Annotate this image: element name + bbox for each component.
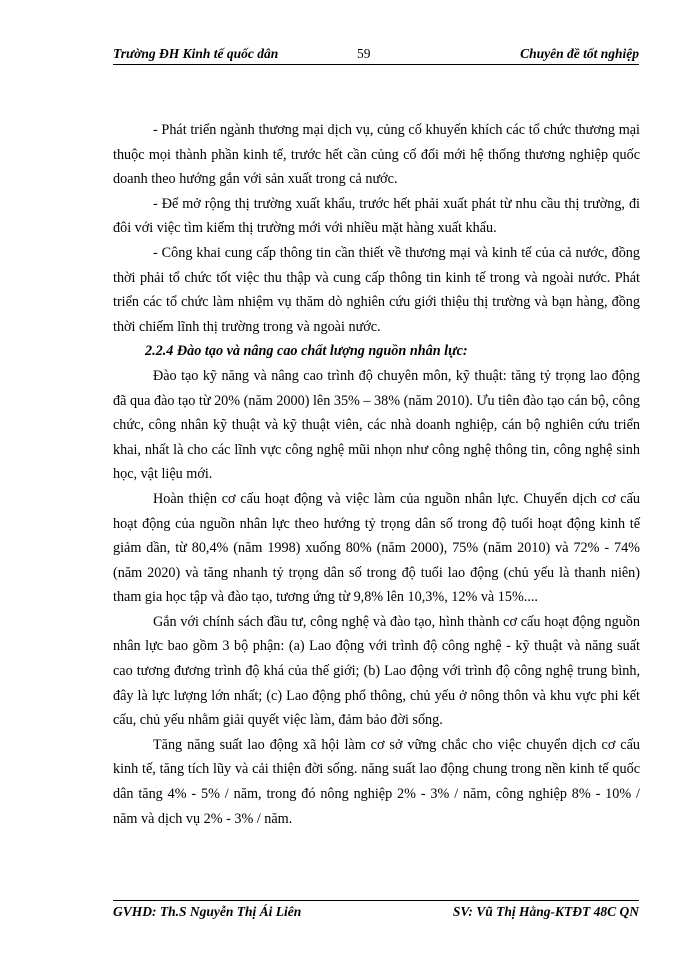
- paragraph-labor-structure: Hoàn thiện cơ cấu hoạt động và việc làm của nguồn nhân lực. Chuyển dịch cơ cấu hoạt động của nguồn nhân lực theo hướng tỷ trọng dân số trong độ tuổi hoạt động kinh tế giảm dần, từ 80,4% (năm 1998) xuống 80% (năm 2000), 75% (năm 2010) và 72% - 74% (năm 2020) và tăng nhanh tỷ trọng dân số trong độ tuổi lao động (chủ yếu là thanh niên) tham gia học tập và đào tạo, tương ứng từ 9,8% lên 10,3%, 12% và 15%....: [113, 490, 640, 606]
- section-heading: 2.2.4 Đào tạo và nâng cao chất lượng nguồn nhân lực:: [145, 343, 468, 360]
- page-footer: [113, 900, 639, 921]
- paragraph-training: Đào tạo kỹ năng và nâng cao trình độ chuyên môn, kỹ thuật: tăng tỷ trọng lao động đã qua đào tạo từ 20% (năm 2000) lên 35% – 38% (năm 2010). Ưu tiên đào tạo cán bộ, công chức, công nhân kỹ thuật và kỹ thuật viên, các nhà doanh nghiệp, cán bộ nghiên cứu triển khai, nhất là cho các lĩnh vực công nghệ mũi nhọn như công nghệ thông tin, công nghệ sinh học, vật liệu mới.: [113, 367, 640, 483]
- footer-supervisor: GVHD: Th.S Nguyễn Thị Ái Liên: [113, 904, 302, 919]
- paragraph-productivity: Tăng năng suất lao động xã hội làm cơ sở vững chắc cho việc chuyển dịch cơ cấu kinh tế, tăng tích lũy và cải thiện đời sống. năng suất lao động chung trong nền kinh tế quốc dân tăng 4% - 5% / năm, trong đó nông nghiệp 2% - 3% / năm, công nghiệp 8% - 10% / năm và dịch vụ 2% - 3% / năm.: [113, 736, 640, 827]
- document-body: [113, 118, 640, 831]
- header-school: Trường ĐH Kinh tế quốc dân: [113, 46, 279, 61]
- paragraph-information: - Công khai cung cấp thông tin cần thiết về thương mại và kinh tế của cả nước, đồng thời phải tổ chức tốt việc thu thập và cung cấp thông tin kinh tế trong và ngoài nước. Phát triển các tổ chức làm nhiệm vụ thăm dò nghiên cứu giới thiệu thị trường và bạn hàng, đồng thời chiếm lĩnh thị trường trong và ngoài nước.: [113, 244, 640, 335]
- header-page-number: 59: [357, 46, 371, 61]
- paragraph-export: - Để mở rộng thị trường xuất khẩu, trước hết phải xuất phát từ nhu cầu thị trường, đi đôi với việc tìm kiếm thị trường mới với nhiều mặt hàng xuất khẩu.: [113, 195, 640, 237]
- paragraph-commerce: - Phát triển ngành thương mại dịch vụ, củng cố khuyến khích các tổ chức thương mại thuộc mọi thành phần kinh tế, trước hết cần củng cố đổi mới hệ thống thương nghiệp quốc doanh theo hướng gắn với sản xuất trong cả nước.: [113, 122, 640, 188]
- footer-student: SV: Vũ Thị Hằng-KTĐT 48C QN: [452, 904, 639, 919]
- header-doc-type: Chuyên đề tốt nghiệp: [520, 46, 639, 61]
- page-header: [113, 44, 639, 65]
- paragraph-investment: Gắn với chính sách đầu tư, công nghệ và đào tạo, hình thành cơ cấu hoạt động nguồn nhân lực bao gồm 3 bộ phận: (a) Lao động với trình độ công nghệ - kỹ thuật và năng suất cao tương đương trình độ khá của thế giới; (b) Lao động với trình độ công nghệ trung bình, đây là lực lượng lớn nhất; (c) Lao động phổ thông, chủ yếu ở nông thôn và khu vực phi kết cấu, chủ yếu nhằm giải quyết việc làm, đảm bảo đời sống.: [113, 613, 640, 729]
